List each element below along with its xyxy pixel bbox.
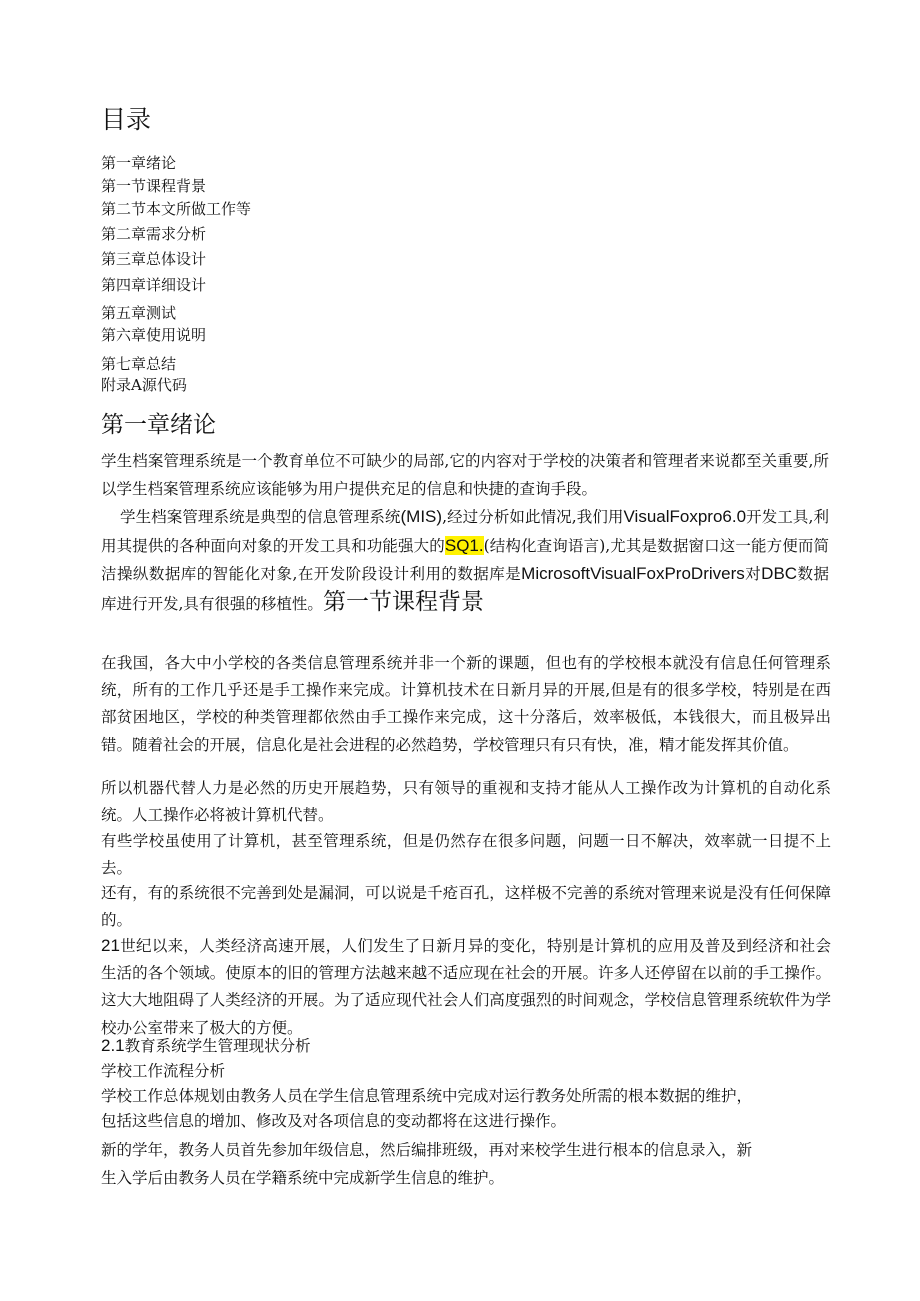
section-paragraph: 还有，有的系统很不完善到处是漏洞，可以说是千疮百孔，这样极不完善的系统对管理来说是没有任何保障的。	[101, 884, 831, 930]
chapter-title: 第一章绪论	[101, 412, 216, 438]
flow-line: 学校工作总体规划由教务人员在学生信息管理系统中完成对运行教务处所需的根本数据的维护，	[101, 1087, 753, 1105]
toc-item: 第七章总结	[101, 355, 177, 373]
flow-line: 包括这些信息的增加、修改及对各项信息的变动都将在这进行操作。	[101, 1112, 567, 1130]
section-paragraph: 21世纪以来，人类经济高速开展，人们发生了日新月异的变化，特别是计算机的应用及普及到经济和社会生活的各个领域。使原本的旧的管理方法越来越不适应现在社会的开展。许多人还停留在以前的手工操作。这大大地阻碍了人类经济的开展。为了适应现代社会人们高度强烈的时间观念，学校信息管理系统软件为学校办公室带来了极大的方便。	[101, 936, 831, 1037]
toc-item: 第一节课程背景	[101, 177, 207, 195]
toc-item: 第三章总体设计	[101, 250, 207, 268]
toc-item: 第二节本文所做工作等	[101, 200, 252, 218]
toc-title: 目录	[101, 105, 152, 134]
flow-line: 生入学后由教务人员在学籍系统中完成新学生信息的维护。	[101, 1169, 505, 1187]
flow-title: 学校工作流程分析	[101, 1062, 226, 1080]
subsection-title: 2.1教育系统学生管理现状分析	[101, 1036, 311, 1055]
toc-item: 附录A源代码	[101, 376, 187, 394]
toc-item: 第五章测试	[101, 304, 177, 322]
section-paragraph: 所以机器代替人力是必然的历史开展趋势，只有领导的重视和支持才能从人工操作改为计算机的自动化系统。人工操作必将被计算机代替。	[101, 779, 831, 825]
section-heading: 第一节课程背景	[322, 588, 484, 615]
toc-item: 第二章需求分析	[101, 225, 207, 243]
flow-line: 新的学年，教务人员首先参加年级信息，然后编排班级，再对来校学生进行根本的信息录入，新	[101, 1141, 753, 1159]
toc-item: 第一章绪论	[101, 154, 177, 172]
section-paragraph: 有些学校虽使用了计算机，甚至管理系统，但是仍然存在很多问题，问题一日不解决，效率就一日提不上去。	[101, 832, 831, 878]
chapter-paragraph: 学生档案管理系统是一个教育单位不可缺少的局部,它的内容对于学校的决策者和管理者来说都至关重要,所以学生档案管理系统应该能够为用户提供充足的信息和快捷的查询手段。	[101, 452, 829, 498]
toc-item: 第四章详细设计	[101, 276, 207, 294]
toc-item: 第六章使用说明	[101, 326, 207, 344]
chapter-paragraph-with-heading: 学生档案管理系统是典型的信息管理系统(MIS),经过分析如此情况,我们用VisualFoxpro6.0开发工具,利用其提供的各种面向对象的开发工具和功能强大的SQ1.(结构化查询语言),尤其是数据窗口这一能方便而简洁操纵数据库的智能化对象,在开发阶段设计利用的数据库是MicrosoftVisualFoxProDrivers对DBC数据库进行开发,具有很强的移植性。第一节课程背景	[101, 507, 829, 615]
section-paragraph: 在我国，各大中小学校的各类信息管理系统并非一个新的课题，但也有的学校根本就没有信息任何管理系统，所有的工作几乎还是手工操作来完成。计算机技术在日新月异的开展,但是有的很多学校，特别是在西部贫困地区，学校的种类管理都依然由手工操作来完成，这十分落后，效率极低，本钱很大，而且极异出错。随着社会的开展，信息化是社会进程的必然趋势，学校管理只有只有快，准，精才能发挥其价值。	[101, 654, 831, 754]
highlighted-text: SQ1.	[444, 535, 484, 555]
